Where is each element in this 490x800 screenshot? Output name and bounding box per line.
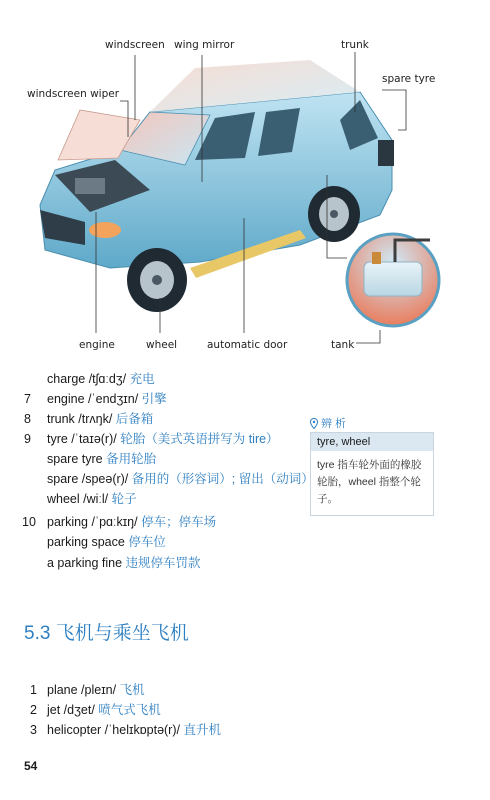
label-tank: tank	[331, 339, 355, 351]
label-engine: engine	[79, 339, 115, 351]
vocab-english: spare /speə(r)/	[47, 472, 132, 486]
vocab-number: 3	[30, 723, 37, 737]
vocab-chinese: 充电	[129, 372, 155, 386]
vocab-number: 7	[24, 392, 31, 406]
vocab-english: helicopter /ˈhelɪkɒptə(r)/	[47, 723, 184, 737]
tank-inset	[347, 234, 439, 326]
vocab-english: trunk /trʌŋk/	[47, 412, 116, 426]
vocab-english: parking space	[47, 535, 129, 549]
vocab-chinese: 轮胎（美式英语拼写为 tire）	[120, 432, 279, 446]
vocab-chinese: 飞机	[119, 683, 145, 697]
vocab-chinese: 停车位	[128, 535, 166, 549]
vocab-english: jet /dʒet/	[47, 703, 99, 717]
vocab-english: spare tyre	[47, 452, 107, 466]
vocab-number: 1	[30, 683, 37, 697]
label-wheel: wheel	[146, 339, 178, 351]
label-windscreen-wiper: windscreen wiper	[27, 88, 120, 100]
vocab-chinese: 后备箱	[115, 412, 154, 426]
page-number: 54	[24, 759, 38, 773]
vocab-number: 10	[22, 515, 36, 529]
vocab-english: engine /ˈendʒɪn/	[47, 392, 142, 406]
vocab-chinese: 备用轮胎	[106, 452, 157, 466]
label-automatic-door: automatic door	[207, 339, 288, 351]
vocab-chinese: 停车；停车场	[141, 515, 217, 529]
vocab-number: 9	[24, 432, 31, 446]
rear-wheel	[308, 186, 360, 242]
vocab-english: wheel /wiːl/	[47, 492, 112, 506]
label-wing-mirror: wing mirror	[174, 39, 235, 51]
note-label-text: 辨 析	[321, 418, 347, 430]
vocab-number: 2	[30, 703, 37, 717]
vocab-english: parking /ˈpɑːkɪŋ/	[47, 515, 142, 529]
vocab-english: plane /pleɪn/	[47, 683, 120, 697]
car-illustration	[0, 0, 490, 360]
vocab-english: a parking fine	[47, 556, 126, 570]
vocab-chinese: 引擎	[141, 392, 167, 406]
vocab-chinese: 轮子	[111, 492, 137, 506]
vocab-chinese: 喷气式飞机	[98, 703, 161, 717]
vocab-english: charge /tʃɑːdʒ/	[47, 372, 130, 386]
front-wheel	[127, 248, 187, 312]
vocab-english: tyre /ˈtaɪə(r)/	[47, 432, 121, 446]
note-heading: tyre, wheel	[311, 432, 433, 451]
vocab-number: 8	[24, 412, 31, 426]
note-label	[310, 415, 346, 431]
vocab-chinese: 备用的（形容词）; 留出（动词）	[131, 472, 314, 486]
label-trunk: trunk	[341, 39, 369, 51]
vocab-chinese: 违规停车罚款	[125, 556, 201, 570]
vocab-chinese: 直升机	[183, 723, 221, 737]
pin-icon	[310, 418, 318, 429]
label-spare-tyre: spare tyre	[382, 73, 436, 85]
note-body: tyre 指车轮外面的橡胶轮胎，wheel 指整个轮子。	[317, 459, 422, 505]
note-box	[310, 432, 434, 516]
label-windscreen: windscreen	[105, 39, 165, 51]
section-title: 5.3 飞机与乘坐飞机	[24, 623, 189, 644]
